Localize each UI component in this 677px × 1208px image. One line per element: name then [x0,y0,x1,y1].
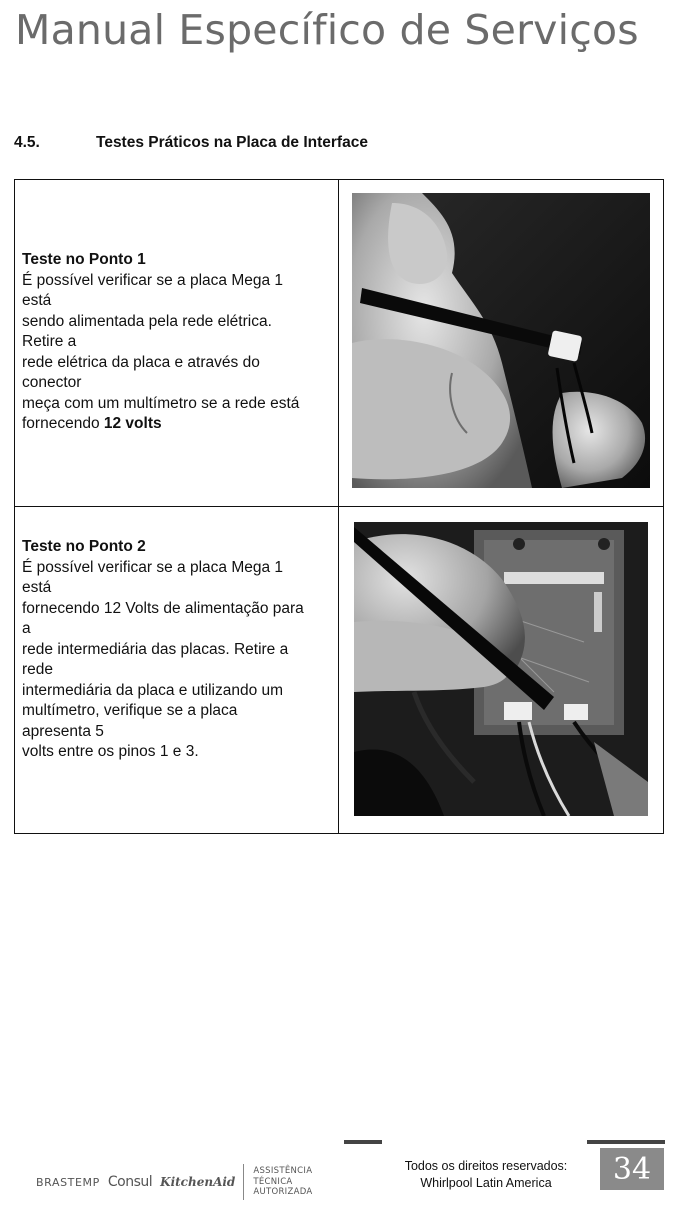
test-1-line: está [22,292,52,309]
test-2-photo [354,522,648,816]
test-1-line: sendo alimentada pela rede elétrica. [22,312,272,330]
section-heading [14,134,368,152]
consul-logo: Consul [107,1174,153,1190]
assistance-line: TÉCNICA [253,1176,293,1187]
test-2-text-cell [15,507,339,833]
section-number: 4.5. [14,134,40,151]
kitchenaid-logo: KitchenAid [160,1175,236,1189]
hand-probe-connector-photo [352,193,650,488]
document-title: Manual Específico de Serviços [15,6,639,54]
test-2-title: Teste no Ponto 2 [22,538,146,555]
test-1-last-prefix: fornecendo [22,415,104,432]
test-2-line: fornecendo 12 Volts de alimentação para [22,599,304,617]
test-1-photo [352,193,650,488]
test-1-line: rede elétrica da placa e através do [22,353,260,371]
test-1-voltage: 12 volts [103,415,162,432]
footer-rule-right [587,1140,665,1144]
page-number: 34 [600,1148,664,1190]
brastemp-logo: BRASTEMP [36,1175,100,1189]
test-2-line: rede [22,661,54,678]
board-probe-photo [354,522,648,816]
test-1-line: Retire a [22,333,77,350]
test-1-text-cell [15,180,339,507]
tests-table [14,179,664,834]
section-title: Testes Práticos na Placa de Interface [96,134,368,151]
copyright-notice [388,1158,584,1192]
assistance-line: ASSISTÊNCIA [253,1166,313,1177]
brand-logos [36,1162,313,1202]
test-1-description [22,250,330,435]
test-1-line: meça com um multímetro se a rede está [22,394,300,412]
test-1-title: Teste no Ponto 1 [22,251,146,268]
test-2-description [22,537,330,763]
test-2-line: apresenta 5 [22,722,104,740]
test-2-line: É possível verificar se a placa Mega 1 [22,558,284,576]
test-1-line: É possível verificar se a placa Mega 1 [22,271,284,289]
test-2-photo-cell [339,507,663,833]
logo-divider [243,1164,244,1200]
company-name: Whirlpool Latin America [420,1176,552,1190]
test-2-line: volts entre os pinos 1 e 3. [22,743,199,760]
test-1-line: conector [22,374,82,391]
assistance-line: AUTORIZADA [253,1187,313,1198]
test-2-line: multímetro, verifique se a placa [22,702,238,719]
test-1-photo-cell [339,180,663,507]
rights-line: Todos os direitos reservados: [404,1159,568,1173]
test-2-line: rede intermediária das placas. Retire a [22,640,289,658]
footer-rule-left [344,1140,382,1144]
test-2-line: intermediária da placa e utilizando um [22,681,284,699]
test-1-line [22,414,330,435]
authorized-assistance-label [253,1166,312,1198]
test-2-line: a [22,620,31,637]
test-2-line: está [22,579,52,596]
